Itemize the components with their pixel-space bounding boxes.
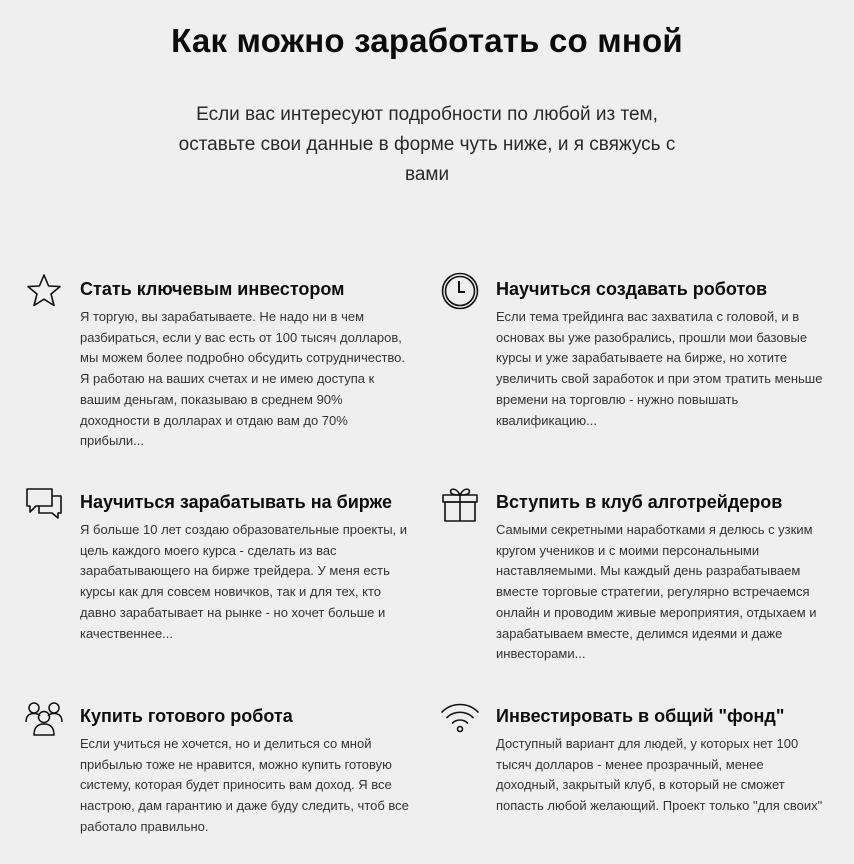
intro-text: Если вас интересуют подробности по любой из тем, оставьте свои данные в форме чуть ниже, и я свяжусь с вами (178, 104, 676, 185)
feature-text: Я больше 10 лет создаю образовательные проекты, и цель каждого моего курса - сделать из вас зарабатывающего на бирже трейдера. У меня есть курсы как для совсем новичков, так и для тех, кто давно зарабатывает на рынке - но хочет больше и качественнее... (80, 522, 408, 641)
users-icon (24, 698, 64, 738)
feature-text: Доступный вариант для людей, у которых нет 100 тысяч долларов - менее прозрачный, менее доходный, закрытый клуб, в который не сможет попасть любой желающий. Проект только "для своих" (496, 736, 823, 814)
feature-key-investor (80, 277, 415, 452)
feature-title: Научиться создавать роботов (496, 279, 768, 299)
feature-title: Инвестировать в общий "фонд" (496, 706, 785, 726)
feature-create-robots (496, 277, 826, 431)
chat-bubbles-icon (24, 484, 64, 524)
page-title: Как можно заработать со мной (171, 22, 683, 59)
gift-icon (440, 484, 480, 524)
feature-buy-robot (80, 704, 415, 838)
feature-title: Купить готового робота (80, 706, 293, 726)
feature-text: Я торгую, вы зарабатываете. Не надо ни в чем разбираться, если у вас есть от 100 тысяч долларов, мы можем более подробно обсудить сотрудничество. Я работаю на ваших счетах и не имею доступа к вашим деньгам, показываю в среднем 90% доходности в долларах и отдаю вам до 70% прибыли... (80, 309, 405, 449)
feature-text: Если учиться не хочется, но и делиться со мной прибылью тоже не нравится, можно купить готовую систему, которая будет приносить вам доход. Я все настрою, дам гарантию и даже буду следить, чтоб все работало правильно. (80, 736, 409, 834)
clock-icon (440, 271, 480, 311)
feature-algo-club (496, 490, 831, 665)
feature-title: Стать ключевым инвестором (80, 279, 345, 299)
feature-text: Самыми секретными наработками я делюсь с узким кругом учеников и с моими персональными наставляемыми. Мы каждый день разрабатываем вместе торговые стратегии, регулярно встречаемся онлайн и проводим живые мероприятия, отдыхаем и зарабатываем вместе, делимся идеями и даже инвесторами... (496, 522, 817, 662)
feature-learn-trading (80, 490, 415, 644)
star-icon (24, 271, 64, 311)
feature-invest-fund (496, 704, 826, 817)
feature-title: Научиться зарабатывать на бирже (80, 492, 393, 512)
feature-text: Если тема трейдинга вас захватила с головой, и в основах вы уже разобрались, прошли мои базовые курсы и уже зарабатываете на бирже, но хотите увеличить свой заработок и при этом тратить меньше времени на торговлю - нужно повышать квалификацию... (496, 309, 823, 428)
feature-title: Вступить в клуб алготрейдеров (496, 492, 783, 512)
wifi-icon (440, 698, 480, 738)
